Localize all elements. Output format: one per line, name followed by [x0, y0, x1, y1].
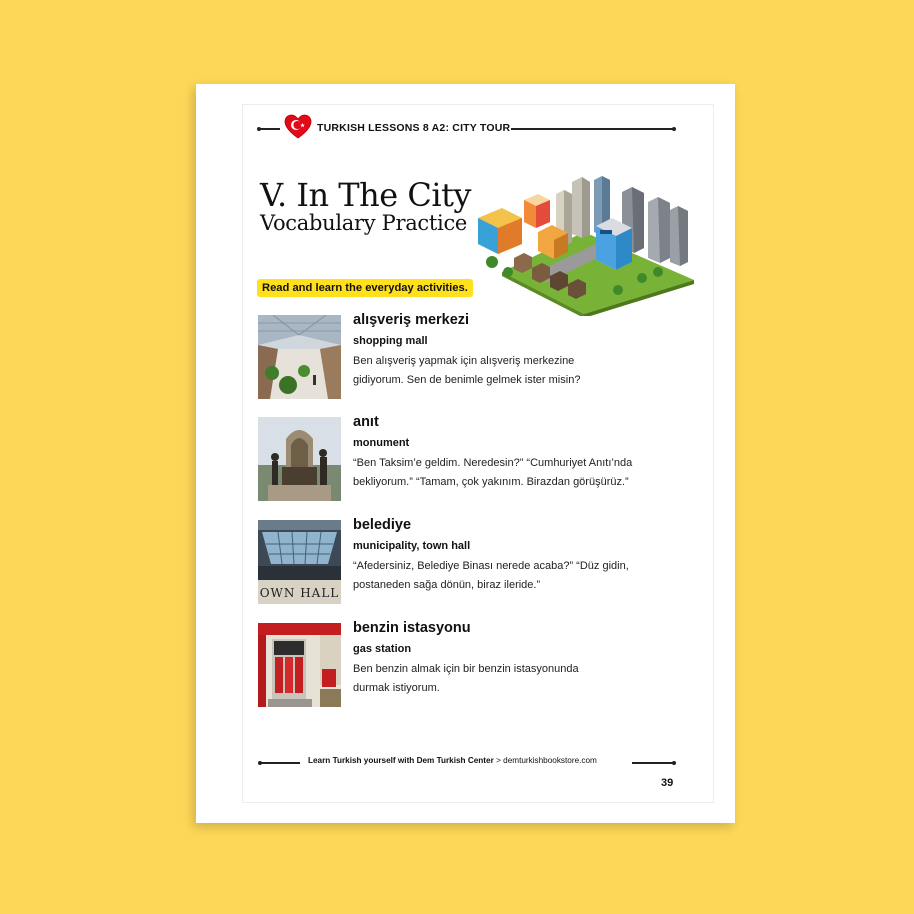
vocab-word: alışveriş merkezi — [353, 312, 470, 328]
footer-url-link[interactable]: demturkishbookstore.com — [503, 756, 597, 765]
vocab-meaning: municipality, town hall — [353, 540, 471, 552]
vocab-word: benzin istasyonu — [353, 620, 471, 636]
header-rule-right — [511, 128, 674, 130]
vocab-example — [353, 454, 653, 492]
vocab-item-town-hall — [258, 517, 678, 604]
vocab-example — [353, 557, 653, 595]
example-line: durmak istiyorum. — [353, 682, 440, 694]
vocab-word: anıt — [353, 414, 379, 430]
footer-rule-right — [632, 762, 674, 764]
page-header — [259, 114, 677, 142]
footer-rule-left — [260, 762, 300, 764]
example-line: postaneden sağa dönün, biraz ileride.” — [353, 579, 541, 591]
example-line: Ben alışveriş yapmak için alışveriş merkezine — [353, 355, 575, 367]
vocab-item-monument — [258, 414, 678, 501]
turkey-flag-heart-icon — [284, 114, 312, 140]
vocab-meaning: monument — [353, 437, 410, 449]
vocab-example — [353, 660, 653, 698]
vocab-example — [353, 352, 653, 390]
isometric-city-illustration — [472, 162, 696, 316]
page-footer — [260, 756, 678, 770]
example-line: “Ben Taksim’e geldim. Neredesin?” “Cumhuriyet Anıtı’nda — [353, 457, 633, 469]
footer-tagline: Learn Turkish yourself with Dem Turkish Center — [308, 756, 494, 765]
example-line: Ben benzin almak için bir benzin istasyonunda — [353, 663, 579, 675]
instruction-highlight: Read and learn the everyday activities. — [257, 279, 473, 297]
footer-text — [308, 756, 597, 765]
footer-separator: > — [496, 756, 501, 765]
town-hall-sign-text: OWN HALL — [259, 586, 340, 600]
vocab-item-gas-station — [258, 620, 678, 707]
chapter-title: V. In The City — [260, 176, 471, 214]
gas-station-photo — [258, 623, 341, 707]
book-page — [196, 84, 735, 823]
town-hall-photo — [258, 520, 341, 604]
example-line: bekliyorum.” “Tamam, çok yakınım. Birazdan görüşürüz.” — [353, 476, 629, 488]
page-number: 39 — [661, 777, 674, 789]
header-title: TURKISH LESSONS 8 A2: CITY TOUR — [317, 122, 511, 134]
example-line: gidiyorum. Sen de benimle gelmek ister misin? — [353, 374, 581, 386]
vocab-meaning: gas station — [353, 643, 412, 655]
vocab-word: belediye — [353, 517, 412, 533]
header-rule-left — [259, 128, 280, 130]
monument-photo — [258, 417, 341, 501]
vocab-meaning: shopping mall — [353, 335, 428, 347]
vocab-item-shopping-mall — [258, 312, 678, 399]
chapter-subtitle: Vocabulary Practice — [260, 211, 468, 235]
example-line: “Afedersiniz, Belediye Binası nerede acaba?” “Düz gidin, — [353, 560, 629, 572]
shopping-mall-photo — [258, 315, 341, 399]
